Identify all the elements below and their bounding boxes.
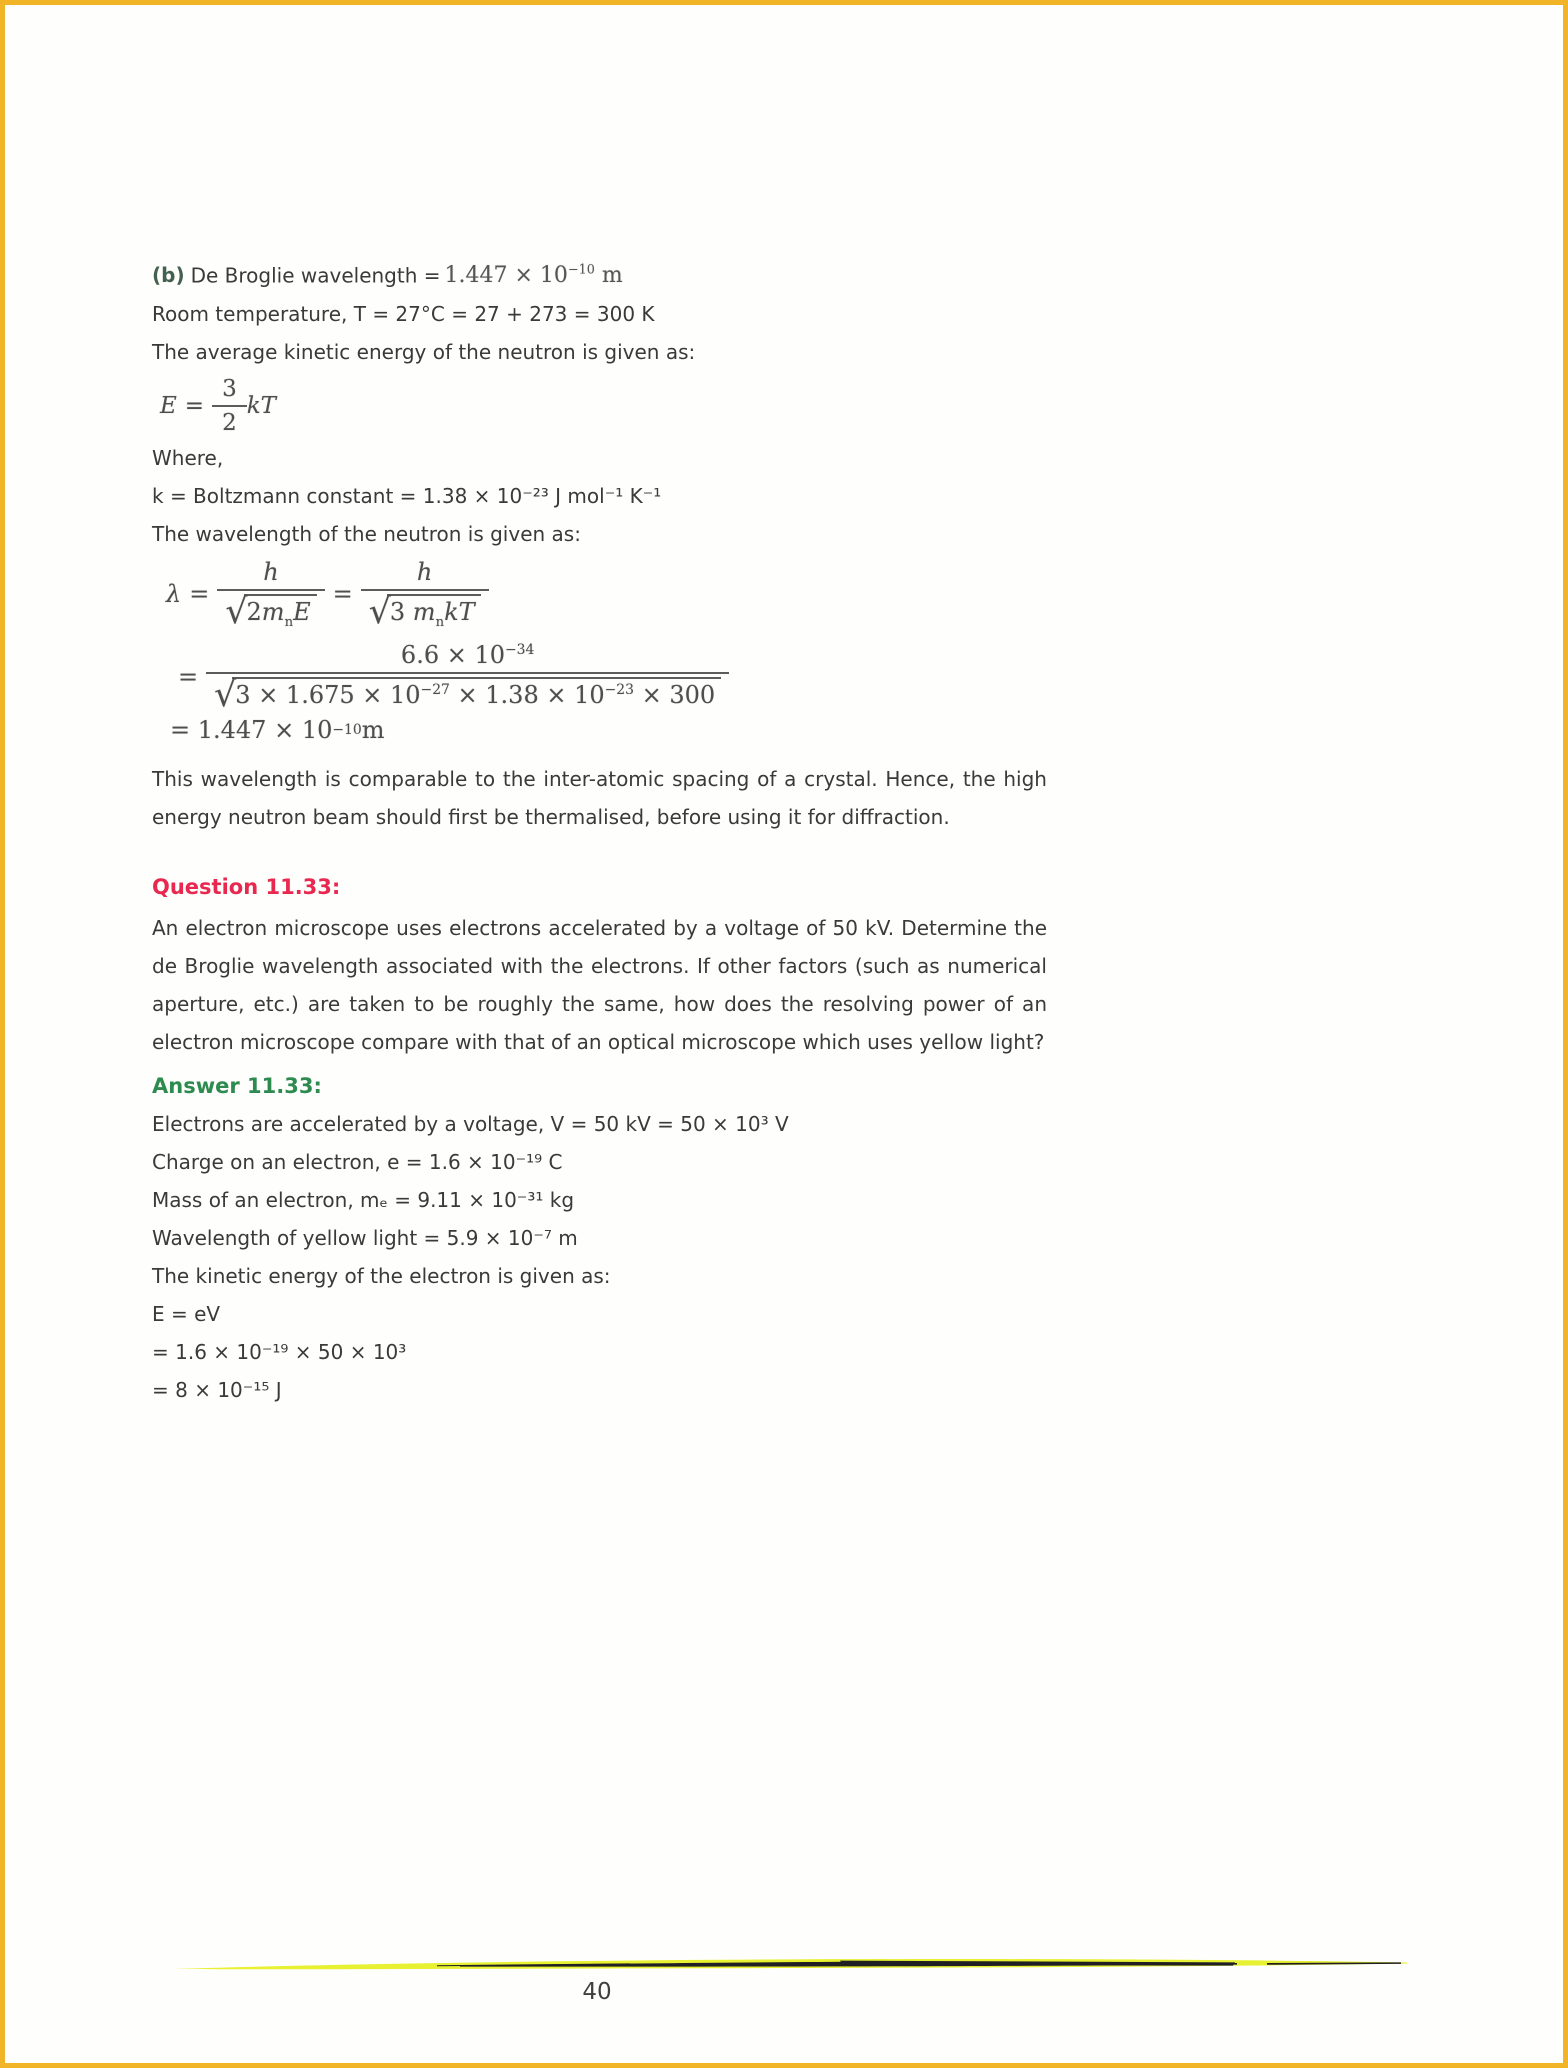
square-root: [214, 675, 721, 716]
denominator-exponent: −23: [604, 682, 634, 699]
fraction: [212, 376, 247, 436]
fraction-2-denominator: [361, 589, 489, 633]
numerator-base: 6.6 × 10: [400, 641, 505, 670]
equation-lambda: [166, 558, 1047, 633]
fraction-1: [217, 558, 324, 633]
equation-average-kinetic-energy: [160, 376, 1047, 436]
answer-voltage-line: Electrons are accelerated by a voltage, V = 50 kV = 50 × 10³ V: [152, 1111, 789, 1136]
fraction-numerator: [206, 641, 729, 672]
coefficient: 3: [389, 598, 413, 627]
numerator-exponent: −34: [505, 642, 535, 659]
answer-ke-intro-line: The kinetic energy of the electron is given as:: [152, 1263, 611, 1288]
fraction-1-numerator: [217, 558, 324, 589]
page-number: 40: [582, 1979, 612, 2005]
answer-calc-line: = 1.6 × 10⁻¹⁹ × 50 × 10³: [152, 1339, 407, 1364]
fraction-1-denominator: [217, 589, 324, 633]
question-heading: Question 11.33:: [152, 874, 341, 899]
part-b-line: [152, 257, 1047, 290]
planck-h: h: [416, 558, 433, 587]
eq-lhs: E: [160, 393, 177, 420]
fraction: [206, 641, 729, 716]
fraction-numerator: 3: [222, 376, 237, 403]
question-body: An electron microscope uses electrons accelerated by a voltage of 50 kV. Determine the de Broglie wavelength associated with the electrons. If other factors (such as numerical aperture, etc.) are taken to be roughly the same, how does the resolving power of an electron microscope compare with that of an optical microscope which uses yellow light?: [152, 915, 1047, 1054]
part-b-label: (b): [152, 263, 185, 288]
coefficient: 2: [246, 598, 262, 627]
footer-divider-line: [5, 1951, 1568, 1981]
equation-numeric-fraction: [170, 641, 1047, 716]
radical-sign: √: [368, 592, 391, 633]
equals-sign: =: [332, 579, 353, 608]
answer-result-line: = 8 × 10⁻¹⁵ J: [152, 1377, 282, 1402]
answer-yellow-light-line: Wavelength of yellow light = 5.9 × 10⁻⁷ m: [152, 1225, 578, 1250]
room-temperature-line: Room temperature, T = 27°C = 27 + 273 = 300 K: [152, 302, 655, 327]
equals-sign: =: [184, 393, 205, 420]
radicand: [387, 594, 481, 629]
square-root: [368, 592, 481, 633]
planck-h: h: [263, 558, 279, 587]
mass-subscript: n: [284, 615, 294, 631]
solution-content: [152, 257, 1047, 1414]
conclusion-paragraph: This wavelength is comparable to the inter-atomic spacing of a crystal. Hence, the high energy neutron beam should first be thermalised, before using it for diffraction.: [152, 766, 1047, 829]
mass-subscript: n: [435, 615, 445, 631]
denominator-part: × 300: [633, 681, 716, 710]
square-root: [225, 592, 316, 633]
answer-e-ev-line: E = eV: [152, 1301, 221, 1326]
fraction-denominator: 2: [212, 405, 247, 436]
neutron-wavelength-line: The wavelength of the neutron is given as:: [152, 522, 581, 547]
part-b-value: [445, 263, 623, 288]
denominator-exponent: −27: [420, 682, 450, 699]
denominator-part: × 1.38 × 10: [449, 681, 605, 710]
answer-charge-line: Charge on an electron, e = 1.6 × 10⁻¹⁹ C: [152, 1149, 563, 1174]
answer-mass-line: Mass of an electron, mₑ = 9.11 × 10⁻³¹ kg: [152, 1187, 575, 1212]
result-base: = 1.447 × 10: [170, 715, 333, 744]
mass-symbol: m: [261, 598, 285, 627]
where-line: Where,: [152, 446, 224, 471]
denominator-part: 3 × 1.675 × 10: [235, 681, 421, 710]
radical-sign: √: [214, 675, 237, 716]
boltzmann-line: k = Boltzmann constant = 1.38 × 10⁻²³ J mol⁻¹ K⁻¹: [152, 484, 662, 509]
equals-sign: =: [178, 662, 199, 691]
part-b-text: De Broglie wavelength =: [190, 263, 441, 288]
value-exponent: −10: [567, 263, 595, 278]
radicand: [244, 594, 317, 629]
eq-rhs: kT: [246, 393, 276, 420]
equation-result: = 1.447 × 10 −10 m: [170, 715, 385, 744]
fraction-2: [361, 558, 489, 633]
lambda-symbol: λ: [166, 579, 182, 608]
radical-sign: √: [225, 592, 248, 633]
value-unit: m: [594, 263, 623, 289]
value-base: 1.447 × 10: [444, 263, 568, 289]
radicand: [232, 677, 721, 712]
mass-symbol: m: [412, 598, 436, 627]
equals-sign: =: [189, 579, 210, 608]
kT-symbol: kT: [444, 598, 475, 627]
result-unit: m: [361, 715, 385, 744]
fraction-2-numerator: [361, 558, 489, 589]
answer-heading: Answer 11.33:: [152, 1073, 322, 1098]
energy-symbol: E: [293, 598, 311, 627]
fraction-denominator: [206, 672, 729, 716]
average-ke-line: The average kinetic energy of the neutron is given as:: [152, 340, 696, 365]
